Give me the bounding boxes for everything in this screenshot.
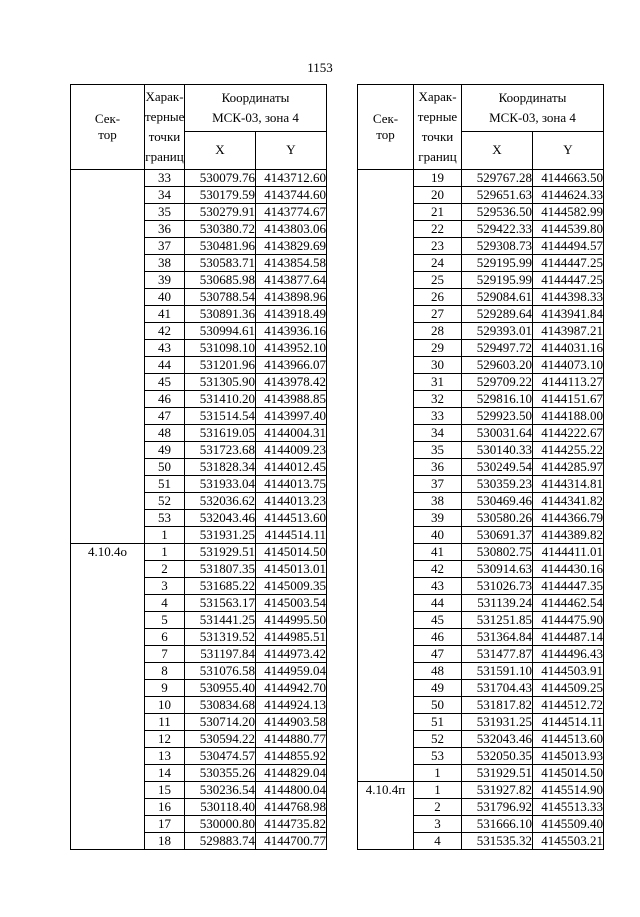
point-number-cell: 2 <box>145 561 185 578</box>
point-number-cell: 52 <box>145 493 185 510</box>
x-coordinate-cell: 531723.68 <box>185 442 256 459</box>
point-number-cell: 21 <box>414 204 462 221</box>
y-coordinate-cell: 4145014.50 <box>256 544 327 561</box>
y-coordinate-cell: 4144411.01 <box>533 544 604 561</box>
x-coordinate-cell: 531441.25 <box>185 612 256 629</box>
point-number-cell: 7 <box>145 646 185 663</box>
y-coordinate-cell: 4144509.25 <box>533 680 604 697</box>
point-number-cell: 3 <box>145 578 185 595</box>
y-coordinate-cell: 4144880.77 <box>256 731 327 748</box>
point-number-cell: 35 <box>414 442 462 459</box>
header-coordinates-title: Координаты <box>498 89 567 105</box>
header-points-line4: границ <box>145 149 184 164</box>
header-coordinates <box>462 85 604 132</box>
x-coordinate-cell: 531319.52 <box>185 629 256 646</box>
y-coordinate-cell: 4143952.10 <box>256 340 327 357</box>
x-coordinate-cell: 531817.82 <box>462 697 533 714</box>
point-number-cell: 53 <box>414 748 462 765</box>
x-coordinate-cell: 530802.75 <box>462 544 533 561</box>
x-coordinate-cell: 530994.61 <box>185 323 256 340</box>
y-coordinate-cell: 4143988.85 <box>256 391 327 408</box>
y-coordinate-cell: 4144539.80 <box>533 221 604 238</box>
sector-cell <box>71 170 145 544</box>
y-coordinate-cell: 4144004.31 <box>256 425 327 442</box>
x-coordinate-cell: 529195.99 <box>462 255 533 272</box>
y-coordinate-cell: 4143744.60 <box>256 187 327 204</box>
y-coordinate-cell: 4144663.50 <box>533 170 604 187</box>
point-number-cell: 14 <box>145 765 185 782</box>
y-coordinate-cell: 4144700.77 <box>256 833 327 850</box>
y-coordinate-cell: 4144768.98 <box>256 799 327 816</box>
header-boundary-points <box>414 85 462 170</box>
point-number-cell: 44 <box>145 357 185 374</box>
header-sector-line1: Сек- <box>94 111 121 126</box>
y-coordinate-cell: 4144013.23 <box>256 493 327 510</box>
header-y: Y <box>533 131 604 169</box>
y-coordinate-cell: 4145003.54 <box>256 595 327 612</box>
point-number-cell: 53 <box>145 510 185 527</box>
y-coordinate-cell: 4144314.81 <box>533 476 604 493</box>
point-number-cell: 4 <box>145 595 185 612</box>
point-number-cell: 16 <box>145 799 185 816</box>
point-number-cell: 34 <box>414 425 462 442</box>
y-coordinate-cell: 4143829.69 <box>256 238 327 255</box>
header-coordinates-title: Координаты <box>221 89 290 105</box>
y-coordinate-cell: 4143877.64 <box>256 272 327 289</box>
point-number-cell: 40 <box>414 527 462 544</box>
x-coordinate-cell: 529767.28 <box>462 170 533 187</box>
header-points-line4: границ <box>418 149 457 164</box>
x-coordinate-cell: 531305.90 <box>185 374 256 391</box>
point-number-cell: 6 <box>145 629 185 646</box>
y-coordinate-cell: 4145009.35 <box>256 578 327 595</box>
y-coordinate-cell: 4144903.58 <box>256 714 327 731</box>
point-number-cell: 37 <box>414 476 462 493</box>
point-number-cell: 8 <box>145 663 185 680</box>
point-number-cell: 30 <box>414 357 462 374</box>
y-coordinate-cell: 4144366.79 <box>533 510 604 527</box>
point-number-cell: 24 <box>414 255 462 272</box>
point-number-cell: 50 <box>145 459 185 476</box>
x-coordinate-cell: 531139.24 <box>462 595 533 612</box>
x-coordinate-cell: 530691.37 <box>462 527 533 544</box>
coordinates-table-right <box>357 84 604 850</box>
table-row <box>71 170 327 187</box>
y-coordinate-cell: 4144582.99 <box>533 204 604 221</box>
header-coordinate-system: МСК-03, зона 4 <box>489 109 576 125</box>
y-coordinate-cell: 4145013.01 <box>256 561 327 578</box>
y-coordinate-cell: 4143803.06 <box>256 221 327 238</box>
table-row <box>358 782 604 799</box>
header-points-line3: точки <box>148 129 181 144</box>
y-coordinate-cell: 4144430.16 <box>533 561 604 578</box>
point-number-cell: 52 <box>414 731 462 748</box>
header-sector-line1: Сек- <box>372 111 399 126</box>
point-number-cell: 45 <box>145 374 185 391</box>
point-number-cell: 2 <box>414 799 462 816</box>
header-coordinate-system: МСК-03, зона 4 <box>212 109 299 125</box>
x-coordinate-cell: 529883.74 <box>185 833 256 850</box>
x-coordinate-cell: 532050.35 <box>462 748 533 765</box>
point-number-cell: 49 <box>145 442 185 459</box>
x-coordinate-cell: 530580.26 <box>462 510 533 527</box>
y-coordinate-cell: 4144514.11 <box>533 714 604 731</box>
point-number-cell: 15 <box>145 782 185 799</box>
x-coordinate-cell: 531931.25 <box>185 527 256 544</box>
y-coordinate-cell: 4144513.60 <box>256 510 327 527</box>
y-coordinate-cell: 4145503.21 <box>533 833 604 850</box>
x-coordinate-cell: 530914.63 <box>462 561 533 578</box>
point-number-cell: 48 <box>414 663 462 680</box>
y-coordinate-cell: 4145013.93 <box>533 748 604 765</box>
x-coordinate-cell: 531619.05 <box>185 425 256 442</box>
x-coordinate-cell: 531929.51 <box>462 765 533 782</box>
point-number-cell: 11 <box>145 714 185 731</box>
y-coordinate-cell: 4144389.82 <box>533 527 604 544</box>
sector-cell <box>358 170 414 782</box>
y-coordinate-cell: 4144447.25 <box>533 255 604 272</box>
point-number-cell: 47 <box>145 408 185 425</box>
point-number-cell: 36 <box>414 459 462 476</box>
point-number-cell: 37 <box>145 238 185 255</box>
point-number-cell: 1 <box>145 544 185 561</box>
header-points-line2: терные <box>145 109 185 124</box>
x-coordinate-cell: 530481.96 <box>185 238 256 255</box>
x-coordinate-cell: 531201.96 <box>185 357 256 374</box>
point-number-cell: 26 <box>414 289 462 306</box>
x-coordinate-cell: 529536.50 <box>462 204 533 221</box>
point-number-cell: 1 <box>145 527 185 544</box>
header-points-line1: Харак- <box>418 89 457 104</box>
point-number-cell: 17 <box>145 816 185 833</box>
x-coordinate-cell: 529195.99 <box>462 272 533 289</box>
y-coordinate-cell: 4144512.72 <box>533 697 604 714</box>
header-x: X <box>462 131 533 169</box>
x-coordinate-cell: 531251.85 <box>462 612 533 629</box>
sector-cell: 4.10.4о <box>71 544 145 850</box>
point-number-cell: 28 <box>414 323 462 340</box>
x-coordinate-cell: 531704.43 <box>462 680 533 697</box>
point-number-cell: 42 <box>145 323 185 340</box>
header-sector-line2: тор <box>376 127 395 142</box>
x-coordinate-cell: 531931.25 <box>462 714 533 731</box>
sector-cell: 4.10.4п <box>358 782 414 850</box>
x-coordinate-cell: 531796.92 <box>462 799 533 816</box>
point-number-cell: 18 <box>145 833 185 850</box>
x-coordinate-cell: 530118.40 <box>185 799 256 816</box>
x-coordinate-cell: 532043.46 <box>185 510 256 527</box>
y-coordinate-cell: 4144829.04 <box>256 765 327 782</box>
x-coordinate-cell: 531807.35 <box>185 561 256 578</box>
point-number-cell: 12 <box>145 731 185 748</box>
y-coordinate-cell: 4144475.90 <box>533 612 604 629</box>
y-coordinate-cell: 4143997.40 <box>256 408 327 425</box>
y-coordinate-cell: 4143987.21 <box>533 323 604 340</box>
point-number-cell: 43 <box>414 578 462 595</box>
y-coordinate-cell: 4144009.23 <box>256 442 327 459</box>
x-coordinate-cell: 531685.22 <box>185 578 256 595</box>
x-coordinate-cell: 531477.87 <box>462 646 533 663</box>
point-number-cell: 9 <box>145 680 185 697</box>
y-coordinate-cell: 4144496.43 <box>533 646 604 663</box>
x-coordinate-cell: 530236.54 <box>185 782 256 799</box>
x-coordinate-cell: 529816.10 <box>462 391 533 408</box>
point-number-cell: 45 <box>414 612 462 629</box>
x-coordinate-cell: 529308.73 <box>462 238 533 255</box>
x-coordinate-cell: 531514.54 <box>185 408 256 425</box>
point-number-cell: 41 <box>145 306 185 323</box>
y-coordinate-cell: 4143918.49 <box>256 306 327 323</box>
point-number-cell: 1 <box>414 782 462 799</box>
x-coordinate-cell: 531535.32 <box>462 833 533 850</box>
table-row <box>71 544 327 561</box>
y-coordinate-cell: 4144494.57 <box>533 238 604 255</box>
y-coordinate-cell: 4144398.33 <box>533 289 604 306</box>
header-sector <box>358 85 414 170</box>
x-coordinate-cell: 529709.22 <box>462 374 533 391</box>
y-coordinate-cell: 4143712.60 <box>256 170 327 187</box>
point-number-cell: 33 <box>414 408 462 425</box>
y-coordinate-cell: 4144013.75 <box>256 476 327 493</box>
point-number-cell: 29 <box>414 340 462 357</box>
point-number-cell: 39 <box>145 272 185 289</box>
point-number-cell: 51 <box>414 714 462 731</box>
header-row <box>71 85 327 132</box>
y-coordinate-cell: 4145014.50 <box>533 765 604 782</box>
point-number-cell: 19 <box>414 170 462 187</box>
point-number-cell: 3 <box>414 816 462 833</box>
y-coordinate-cell: 4144924.13 <box>256 697 327 714</box>
point-number-cell: 4 <box>414 833 462 850</box>
point-number-cell: 46 <box>414 629 462 646</box>
point-number-cell: 33 <box>145 170 185 187</box>
y-coordinate-cell: 4144942.70 <box>256 680 327 697</box>
point-number-cell: 31 <box>414 374 462 391</box>
y-coordinate-cell: 4144514.11 <box>256 527 327 544</box>
point-number-cell: 5 <box>145 612 185 629</box>
header-points-line3: точки <box>421 129 454 144</box>
x-coordinate-cell: 529393.01 <box>462 323 533 340</box>
x-coordinate-cell: 531026.73 <box>462 578 533 595</box>
x-coordinate-cell: 530834.68 <box>185 697 256 714</box>
x-coordinate-cell: 530583.71 <box>185 255 256 272</box>
x-coordinate-cell: 531666.10 <box>462 816 533 833</box>
y-coordinate-cell: 4144487.14 <box>533 629 604 646</box>
point-number-cell: 20 <box>414 187 462 204</box>
y-coordinate-cell: 4144447.35 <box>533 578 604 595</box>
point-number-cell: 1 <box>414 765 462 782</box>
point-number-cell: 47 <box>414 646 462 663</box>
y-coordinate-cell: 4144624.33 <box>533 187 604 204</box>
y-coordinate-cell: 4144447.25 <box>533 272 604 289</box>
y-coordinate-cell: 4144031.16 <box>533 340 604 357</box>
y-coordinate-cell: 4144285.97 <box>533 459 604 476</box>
y-coordinate-cell: 4144222.67 <box>533 425 604 442</box>
y-coordinate-cell: 4144012.45 <box>256 459 327 476</box>
x-coordinate-cell: 530891.36 <box>185 306 256 323</box>
y-coordinate-cell: 4144800.04 <box>256 782 327 799</box>
y-coordinate-cell: 4143898.96 <box>256 289 327 306</box>
x-coordinate-cell: 531076.58 <box>185 663 256 680</box>
y-coordinate-cell: 4144973.42 <box>256 646 327 663</box>
x-coordinate-cell: 530179.59 <box>185 187 256 204</box>
x-coordinate-cell: 531929.51 <box>185 544 256 561</box>
point-number-cell: 35 <box>145 204 185 221</box>
point-number-cell: 38 <box>414 493 462 510</box>
point-number-cell: 32 <box>414 391 462 408</box>
x-coordinate-cell: 531933.04 <box>185 476 256 493</box>
x-coordinate-cell: 530685.98 <box>185 272 256 289</box>
y-coordinate-cell: 4144462.54 <box>533 595 604 612</box>
header-coordinates <box>185 85 327 132</box>
y-coordinate-cell: 4144855.92 <box>256 748 327 765</box>
y-coordinate-cell: 4144513.60 <box>533 731 604 748</box>
y-coordinate-cell: 4143774.67 <box>256 204 327 221</box>
y-coordinate-cell: 4144188.00 <box>533 408 604 425</box>
header-y: Y <box>256 131 327 169</box>
y-coordinate-cell: 4145513.33 <box>533 799 604 816</box>
x-coordinate-cell: 530955.40 <box>185 680 256 697</box>
x-coordinate-cell: 530140.33 <box>462 442 533 459</box>
x-coordinate-cell: 530249.54 <box>462 459 533 476</box>
y-coordinate-cell: 4145514.90 <box>533 782 604 799</box>
x-coordinate-cell: 531197.84 <box>185 646 256 663</box>
y-coordinate-cell: 4143854.58 <box>256 255 327 272</box>
x-coordinate-cell: 530594.22 <box>185 731 256 748</box>
y-coordinate-cell: 4144995.50 <box>256 612 327 629</box>
x-coordinate-cell: 530079.76 <box>185 170 256 187</box>
point-number-cell: 46 <box>145 391 185 408</box>
point-number-cell: 48 <box>145 425 185 442</box>
x-coordinate-cell: 532043.46 <box>462 731 533 748</box>
point-number-cell: 51 <box>145 476 185 493</box>
x-coordinate-cell: 529497.72 <box>462 340 533 357</box>
point-number-cell: 36 <box>145 221 185 238</box>
x-coordinate-cell: 532036.62 <box>185 493 256 510</box>
header-sector <box>71 85 145 170</box>
x-coordinate-cell: 531828.34 <box>185 459 256 476</box>
y-coordinate-cell: 4144503.91 <box>533 663 604 680</box>
page-number: 1153 <box>307 60 333 75</box>
y-coordinate-cell: 4144151.67 <box>533 391 604 408</box>
y-coordinate-cell: 4145509.40 <box>533 816 604 833</box>
x-coordinate-cell: 530380.72 <box>185 221 256 238</box>
x-coordinate-cell: 530474.57 <box>185 748 256 765</box>
point-number-cell: 10 <box>145 697 185 714</box>
x-coordinate-cell: 530359.23 <box>462 476 533 493</box>
point-number-cell: 38 <box>145 255 185 272</box>
x-coordinate-cell: 529289.64 <box>462 306 533 323</box>
table-row <box>358 170 604 187</box>
header-points-line1: Харак- <box>145 89 184 104</box>
header-sector-line2: тор <box>98 127 117 142</box>
y-coordinate-cell: 4144959.04 <box>256 663 327 680</box>
y-coordinate-cell: 4144985.51 <box>256 629 327 646</box>
x-coordinate-cell: 531563.17 <box>185 595 256 612</box>
point-number-cell: 13 <box>145 748 185 765</box>
x-coordinate-cell: 530469.46 <box>462 493 533 510</box>
point-number-cell: 25 <box>414 272 462 289</box>
x-coordinate-cell: 531591.10 <box>462 663 533 680</box>
header-boundary-points <box>145 85 185 170</box>
x-coordinate-cell: 530788.54 <box>185 289 256 306</box>
point-number-cell: 43 <box>145 340 185 357</box>
point-number-cell: 22 <box>414 221 462 238</box>
point-number-cell: 23 <box>414 238 462 255</box>
x-coordinate-cell: 530031.64 <box>462 425 533 442</box>
header-x: X <box>185 131 256 169</box>
y-coordinate-cell: 4144341.82 <box>533 493 604 510</box>
x-coordinate-cell: 530000.80 <box>185 816 256 833</box>
x-coordinate-cell: 529603.20 <box>462 357 533 374</box>
y-coordinate-cell: 4144113.27 <box>533 374 604 391</box>
x-coordinate-cell: 531927.82 <box>462 782 533 799</box>
y-coordinate-cell: 4143941.84 <box>533 306 604 323</box>
point-number-cell: 39 <box>414 510 462 527</box>
y-coordinate-cell: 4143966.07 <box>256 357 327 374</box>
x-coordinate-cell: 531098.10 <box>185 340 256 357</box>
x-coordinate-cell: 529084.61 <box>462 289 533 306</box>
coordinates-table-left <box>70 84 327 850</box>
point-number-cell: 44 <box>414 595 462 612</box>
x-coordinate-cell: 531410.20 <box>185 391 256 408</box>
x-coordinate-cell: 530355.26 <box>185 765 256 782</box>
point-number-cell: 41 <box>414 544 462 561</box>
header-row <box>358 85 604 132</box>
point-number-cell: 34 <box>145 187 185 204</box>
point-number-cell: 40 <box>145 289 185 306</box>
y-coordinate-cell: 4144255.22 <box>533 442 604 459</box>
x-coordinate-cell: 529422.33 <box>462 221 533 238</box>
point-number-cell: 42 <box>414 561 462 578</box>
x-coordinate-cell: 530714.20 <box>185 714 256 731</box>
point-number-cell: 27 <box>414 306 462 323</box>
x-coordinate-cell: 530279.91 <box>185 204 256 221</box>
point-number-cell: 49 <box>414 680 462 697</box>
point-number-cell: 50 <box>414 697 462 714</box>
x-coordinate-cell: 529651.63 <box>462 187 533 204</box>
header-points-line2: терные <box>417 109 458 124</box>
y-coordinate-cell: 4143936.16 <box>256 323 327 340</box>
y-coordinate-cell: 4144073.10 <box>533 357 604 374</box>
y-coordinate-cell: 4144735.82 <box>256 816 327 833</box>
x-coordinate-cell: 531364.84 <box>462 629 533 646</box>
y-coordinate-cell: 4143978.42 <box>256 374 327 391</box>
x-coordinate-cell: 529923.50 <box>462 408 533 425</box>
